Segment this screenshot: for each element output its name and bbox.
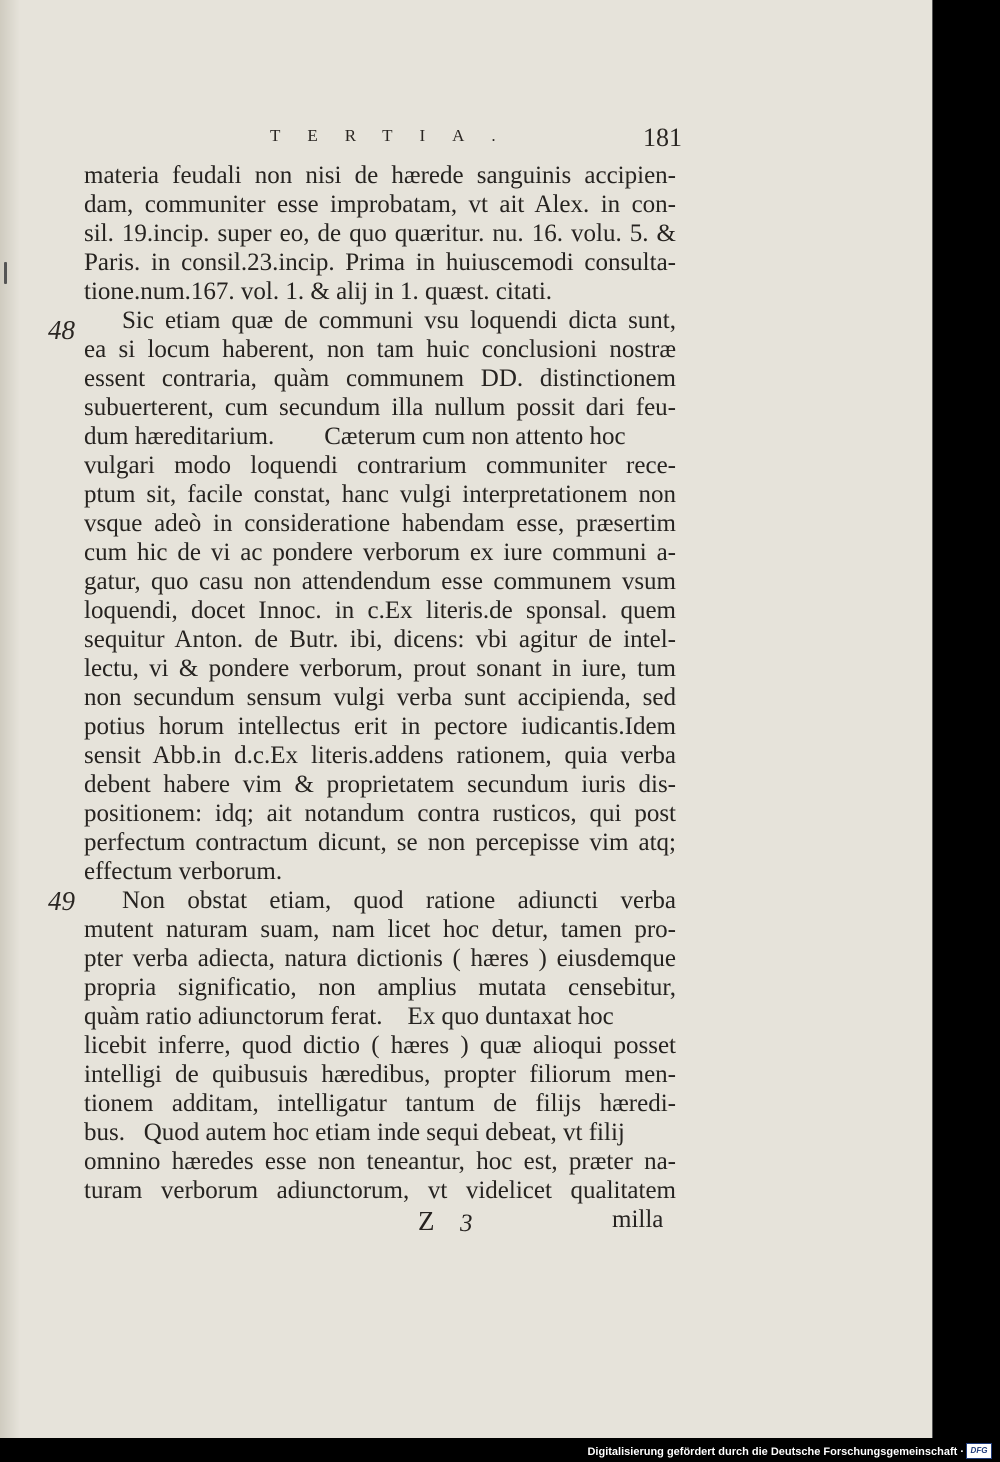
text-line: effectum verborum. (84, 858, 283, 885)
text-line: tionem additam, intelligatur tantum de filijs hæredi- (84, 1090, 676, 1117)
page-number: 181 (643, 123, 682, 152)
text-line: gatur, quo casu non attendendum esse communem vsum (84, 568, 676, 595)
text-line: Sic etiam quæ de communi vsu loquendi dicta sunt, (122, 307, 676, 334)
text-line: cum hic de vi ac pondere verborum ex iure communi a- (84, 539, 676, 566)
text-line: loquendi, docet Innoc. in c.Ex literis.de sponsal. quem (84, 597, 676, 624)
digitization-credit: Digitalisierung gefördert durch die Deutsche Forschungsgemeinschaft · (587, 1446, 964, 1458)
text-line: ptum sit, facile constat, hanc vulgi interpretationem non (84, 481, 676, 508)
text-line: subuerterent, cum secundum illa nullum possit dari feu- (84, 394, 676, 421)
page-gutter-shadow (0, 0, 20, 1438)
text-line: mutent naturam suam, nam licet hoc detur, tamen pro- (84, 916, 676, 943)
text-line: pter verba adiecta, natura dictionis ( hæres ) eiusdemque (84, 945, 676, 972)
signature-number: 3 (460, 1210, 473, 1237)
text-line: tione.num.167. vol. 1. & alij in 1. quæst. citati. (84, 278, 553, 305)
text-line: lectu, vi & pondere verborum, prout sonant in iure, tum (84, 655, 676, 682)
text-line: intelligi de quibusuis hæredibus, propter filiorum men- (84, 1061, 676, 1088)
text-line: bus. Quod autem hoc etiam inde sequi debeat, vt filij (84, 1119, 625, 1146)
text-line: Non obstat etiam, quod ratione adiuncti verba (122, 887, 676, 914)
text-line: licebit inferre, quod dictio ( hæres ) quæ alioqui posset (84, 1032, 676, 1059)
text-line: debent habere vim & proprietatem secundum iuris dis- (84, 771, 676, 798)
text-line: ea si locum haberent, non tam huic conclusioni nostræ (84, 336, 676, 363)
text-line: turam verborum adiunctorum, vt videlicet qualitatem (84, 1177, 676, 1204)
text-line: non secundum sensum vulgi verba sunt accipienda, sed (84, 684, 676, 711)
margin-number-49: 49 (48, 886, 75, 916)
signature-mark: Z (418, 1206, 435, 1236)
text-line: materia feudali non nisi de hærede sanguinis accipien- (84, 162, 676, 189)
text-line: vsque adeò in consideratione habendam esse, præsertim (84, 510, 676, 537)
text-line: essent contraria, quàm communem DD. distinctionem (84, 365, 676, 392)
text-line: Paris. in consil.23.incip. Prima in huiuscemodi consulta- (84, 249, 676, 276)
text-line: propria significatio, non amplius mutata censebitur, (84, 974, 676, 1001)
margin-number-48: 48 (48, 315, 75, 345)
text-line: perfectum contractum dicunt, se non percepisse vim atq; (84, 829, 676, 856)
text-line: dam, communiter esse improbatam, vt ait Alex. in con- (84, 191, 676, 218)
text-line: dum hæreditarium. Cæterum cum non attento hoc (84, 423, 626, 450)
text-line: omnino hæredes esse non teneantur, hoc est, præter na- (84, 1148, 676, 1175)
text-line: positionem: idq; ait notandum contra rusticos, qui post (84, 800, 676, 827)
text-line: quàm ratio adiunctorum ferat. Ex quo duntaxat hoc (84, 1003, 614, 1030)
text-line: potius horum intellectus erit in pectore iudicantis.Idem (84, 713, 676, 740)
text-line: sequitur Anton. de Butr. ibi, dicens: vbi agitur de intel- (84, 626, 676, 653)
text-line: sil. 19.incip. super eo, de quo quæritur. nu. 16. volu. 5. & (84, 220, 676, 247)
running-head: TERTIA. (270, 126, 523, 145)
binding-mark (4, 262, 7, 284)
text-line: sensit Abb.in d.c.Ex literis.addens rationem, quia verba (84, 742, 676, 769)
dfg-logo-icon: DFG (966, 1443, 992, 1459)
catchword: milla (612, 1206, 664, 1233)
text-line: vulgari modo loquendi contrarium communiter rece- (84, 452, 676, 479)
